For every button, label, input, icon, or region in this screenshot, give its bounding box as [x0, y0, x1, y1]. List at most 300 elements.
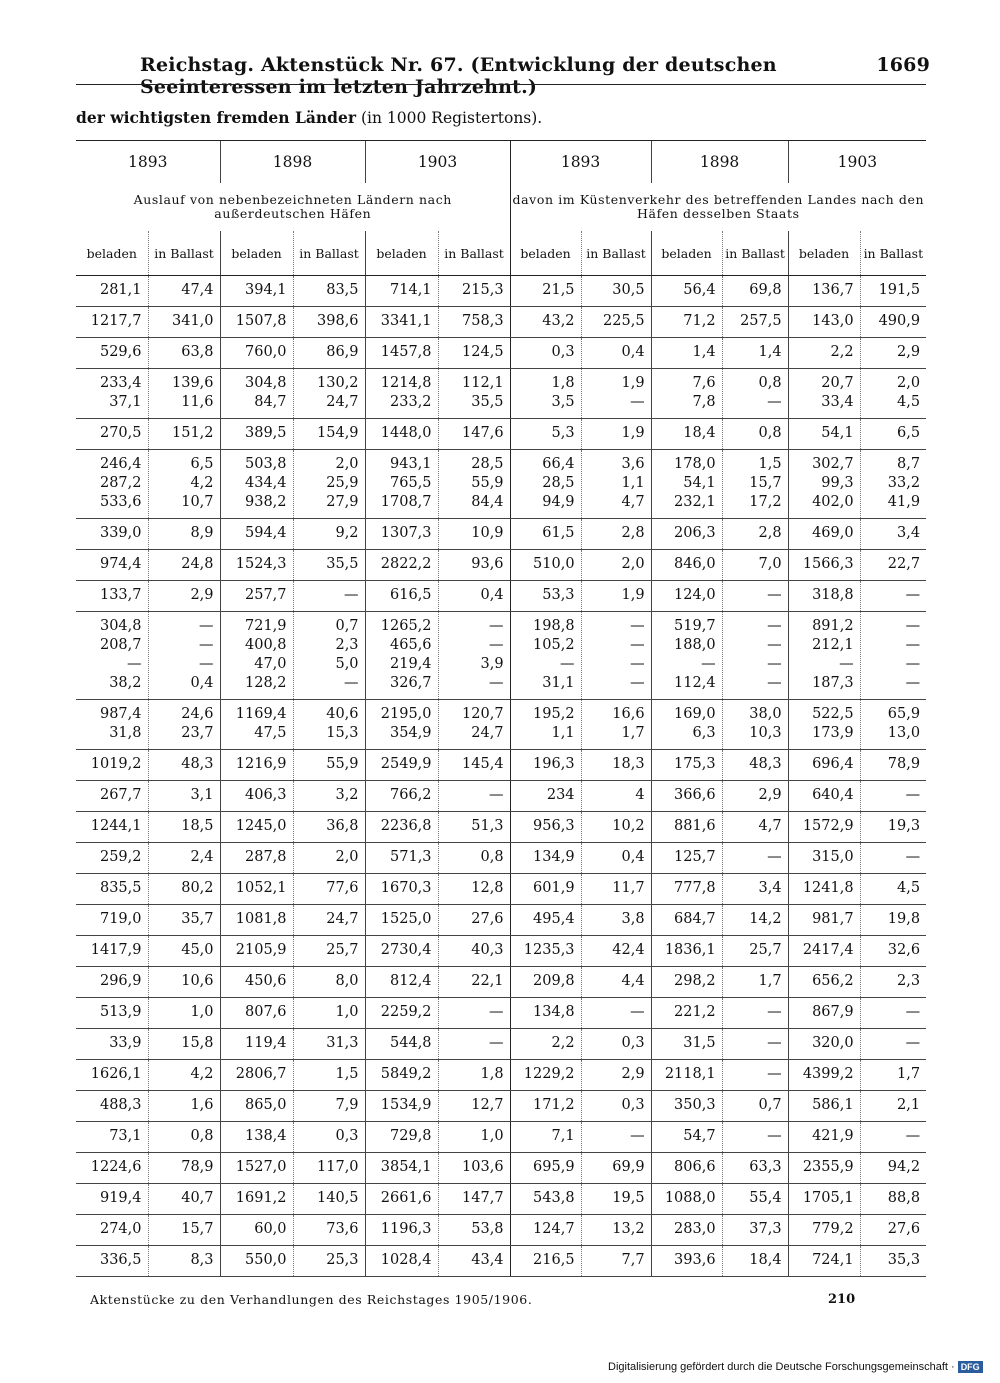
table-cell — [510, 781, 581, 812]
table-cell — [76, 276, 148, 307]
table-cell — [365, 450, 438, 519]
cell-value: 31,1 — [542, 675, 575, 691]
table-cell — [220, 1184, 293, 1215]
cell-value: 1216,9 — [235, 756, 287, 772]
cell-value: 3,6 — [621, 456, 645, 472]
table-cell — [510, 519, 581, 550]
cell-value: 3,9 — [480, 656, 504, 672]
cell-value: 1028,4 — [380, 1252, 432, 1268]
cell-value: 18,3 — [612, 756, 645, 772]
cell-value: 974,4 — [99, 556, 142, 572]
table-cell — [510, 419, 581, 450]
table-cell — [510, 1122, 581, 1153]
cell-value: 23,7 — [181, 725, 214, 741]
cell-value: 2105,9 — [235, 942, 287, 958]
cell-value: 522,5 — [812, 706, 854, 722]
table-cell — [148, 905, 220, 936]
cell-value: 22,1 — [471, 973, 504, 989]
table-cell — [788, 700, 860, 750]
cell-value: 24,7 — [326, 911, 359, 927]
table-cell — [148, 750, 220, 781]
cell-value: 533,6 — [99, 494, 142, 510]
cell-value: 69,9 — [612, 1159, 645, 1175]
cell-value: 54,7 — [683, 1128, 716, 1144]
cell-value: 304,8 — [245, 375, 287, 391]
table-cell — [860, 1184, 926, 1215]
data-row-group — [76, 967, 926, 998]
table-cell — [510, 1091, 581, 1122]
table-cell — [860, 812, 926, 843]
cell-value: — — [630, 675, 645, 691]
cell-value: 4,2 — [190, 475, 214, 491]
cell-value: 0,8 — [480, 849, 504, 865]
cell-value: — — [630, 656, 645, 672]
cell-value: 544,8 — [390, 1035, 432, 1051]
table-cell — [438, 519, 510, 550]
table-cell — [365, 967, 438, 998]
table-cell — [293, 1122, 365, 1153]
data-row-group — [76, 581, 926, 612]
table-cell — [148, 1060, 220, 1091]
cell-value: 1,1 — [551, 725, 575, 741]
cell-value: 318,8 — [812, 587, 854, 603]
cell-value: 3,5 — [551, 394, 575, 410]
cell-value: 495,4 — [533, 911, 575, 927]
table-cell — [220, 750, 293, 781]
table-row — [76, 450, 926, 519]
table-cell — [860, 1215, 926, 1246]
table-cell — [788, 612, 860, 700]
table-cell — [860, 1029, 926, 1060]
table-cell — [722, 419, 788, 450]
cell-value: 8,0 — [335, 973, 359, 989]
table-cell — [365, 1091, 438, 1122]
cell-value: 421,9 — [812, 1128, 854, 1144]
table-cell — [293, 812, 365, 843]
table-cell — [581, 1153, 651, 1184]
cell-value: 1235,3 — [523, 942, 575, 958]
data-row-group — [76, 750, 926, 781]
table-cell — [293, 450, 365, 519]
table-cell — [220, 998, 293, 1029]
cell-value: 221,2 — [674, 1004, 716, 1020]
table-cell — [365, 581, 438, 612]
table-cell — [651, 307, 722, 338]
table-cell — [76, 307, 148, 338]
cell-value: 8,3 — [190, 1252, 214, 1268]
cell-value: 835,5 — [99, 880, 142, 896]
cell-value: 594,4 — [245, 525, 287, 541]
subheader-cell: beladen — [76, 231, 148, 276]
cell-value: 320,0 — [812, 1035, 854, 1051]
cell-value: 257,7 — [245, 587, 287, 603]
table-cell — [365, 519, 438, 550]
table-cell — [722, 905, 788, 936]
cell-value: 73,1 — [109, 1128, 142, 1144]
cell-value: 2,9 — [897, 344, 921, 360]
cell-value: 7,0 — [758, 556, 782, 572]
table-row — [76, 550, 926, 581]
cell-value: 16,6 — [612, 706, 645, 722]
table-cell — [860, 905, 926, 936]
table-cell — [860, 1122, 926, 1153]
table-row — [76, 1246, 926, 1277]
cell-value: 0,8 — [190, 1128, 214, 1144]
cell-value: 43,4 — [471, 1252, 504, 1268]
table-cell — [722, 450, 788, 519]
table-cell — [788, 1122, 860, 1153]
cell-value: 94,9 — [542, 494, 575, 510]
data-row-group — [76, 812, 926, 843]
cell-value: 3,1 — [190, 787, 214, 803]
table-row — [76, 1091, 926, 1122]
table-cell — [76, 843, 148, 874]
table-cell — [860, 450, 926, 519]
table-cell — [581, 1246, 651, 1277]
table-cell — [438, 750, 510, 781]
cell-value: — — [767, 675, 782, 691]
cell-value: — — [199, 618, 214, 634]
cell-value: 219,4 — [390, 656, 432, 672]
dfg-logo-icon: DFG — [958, 1361, 983, 1373]
table-cell — [438, 1122, 510, 1153]
table-cell — [510, 276, 581, 307]
cell-value: 99,3 — [821, 475, 854, 491]
table-cell — [788, 307, 860, 338]
cell-value: 25,7 — [326, 942, 359, 958]
cell-value: 0,3 — [551, 344, 575, 360]
cell-value: 233,4 — [99, 375, 142, 391]
table-cell — [510, 369, 581, 419]
table-cell — [293, 519, 365, 550]
statistics-table — [76, 140, 926, 1277]
table-cell — [860, 419, 926, 450]
table-cell — [510, 700, 581, 750]
table-cell — [148, 612, 220, 700]
table-row — [76, 998, 926, 1029]
cell-value: 209,8 — [533, 973, 575, 989]
group-header-export: Auslauf von nebenbezeichneten Ländern nach außerdeutschen Häfen — [133, 192, 452, 221]
cell-value: 2,3 — [335, 637, 359, 653]
cell-value: 12,8 — [471, 880, 504, 896]
table-cell — [581, 369, 651, 419]
cell-value: 519,7 — [674, 618, 716, 634]
table-cell — [581, 700, 651, 750]
cell-value: 283,0 — [674, 1221, 716, 1237]
cell-value: — — [905, 587, 921, 603]
cell-value: 25,3 — [326, 1252, 359, 1268]
cell-value: 124,7 — [533, 1221, 575, 1237]
cell-value: 1,9 — [621, 425, 645, 441]
cell-value: 120,7 — [462, 706, 504, 722]
cell-value: 1241,8 — [802, 880, 854, 896]
table-cell — [510, 338, 581, 369]
table-cell — [438, 1184, 510, 1215]
cell-value: 61,5 — [542, 525, 575, 541]
cell-value: — — [905, 849, 921, 865]
cell-value: 25,7 — [749, 942, 782, 958]
table-cell — [148, 519, 220, 550]
cell-value: — — [905, 675, 921, 691]
cell-value: 1572,9 — [802, 818, 854, 834]
table-cell — [365, 1184, 438, 1215]
cell-value: 19,8 — [887, 911, 921, 927]
cell-value: — — [199, 656, 214, 672]
table-cell — [581, 450, 651, 519]
cell-value: 259,2 — [99, 849, 142, 865]
table-cell — [76, 1184, 148, 1215]
group-header-coastal: davon im Küstenverkehr des betreffenden Landes nach den Häfen desselben Staats — [510, 183, 926, 231]
year-header: 1898 — [651, 141, 788, 184]
table-cell — [148, 1029, 220, 1060]
cell-value: 402,0 — [812, 494, 854, 510]
table-cell — [76, 612, 148, 700]
cell-value: 175,3 — [674, 756, 716, 772]
cell-value: 31,5 — [683, 1035, 716, 1051]
cell-value: 93,6 — [471, 556, 504, 572]
cell-value: 30,5 — [612, 282, 645, 298]
cell-value: 40,3 — [471, 942, 504, 958]
cell-value: 469,0 — [812, 525, 854, 541]
table-cell — [788, 450, 860, 519]
digitization-text: Digitalisierung gefördert durch die Deutsche Forschungsgemeinschaft · — [608, 1361, 955, 1373]
cell-value: 103,6 — [462, 1159, 504, 1175]
cell-value: 4 — [635, 787, 645, 803]
cell-value: 128,2 — [245, 675, 287, 691]
table-cell — [365, 700, 438, 750]
table-row — [76, 967, 926, 998]
cell-value: 296,9 — [99, 973, 142, 989]
table-cell — [651, 581, 722, 612]
cell-value: 1626,1 — [90, 1066, 142, 1082]
cell-value: 0,7 — [335, 618, 359, 634]
table-row — [76, 750, 926, 781]
table-cell — [148, 1215, 220, 1246]
table-row — [76, 1122, 926, 1153]
table-cell — [293, 843, 365, 874]
cell-value: — — [905, 637, 921, 653]
table-row — [76, 781, 926, 812]
table-cell — [148, 936, 220, 967]
table-cell — [148, 550, 220, 581]
cell-value: 1417,9 — [90, 942, 142, 958]
table-cell — [788, 936, 860, 967]
table-cell — [510, 1215, 581, 1246]
cell-value: 807,6 — [245, 1004, 287, 1020]
cell-value: 35,5 — [471, 394, 504, 410]
cell-value: — — [905, 1004, 921, 1020]
data-row-group — [76, 519, 926, 550]
table-cell — [722, 874, 788, 905]
table-cell — [651, 1029, 722, 1060]
cell-value: — — [127, 656, 142, 672]
table-cell — [722, 612, 788, 700]
subheader-row — [76, 231, 926, 276]
cell-value: 2,9 — [190, 587, 214, 603]
cell-value: 1,5 — [335, 1066, 359, 1082]
table-cell — [220, 419, 293, 450]
cell-value: 139,6 — [172, 375, 214, 391]
table-cell — [651, 700, 722, 750]
data-row-group — [76, 700, 926, 750]
cell-value: 10,9 — [471, 525, 504, 541]
cell-value: 10,2 — [612, 818, 645, 834]
table-cell — [581, 750, 651, 781]
cell-value: 5,3 — [551, 425, 575, 441]
data-row-group — [76, 1060, 926, 1091]
table-cell — [651, 276, 722, 307]
cell-value: 2,0 — [335, 456, 359, 472]
cell-value: 24,7 — [326, 394, 359, 410]
cell-value: 938,2 — [245, 494, 287, 510]
cell-value: 15,7 — [749, 475, 782, 491]
table-cell — [438, 1246, 510, 1277]
cell-value: — — [767, 587, 782, 603]
cell-value: 1,8 — [551, 375, 575, 391]
cell-value: 1,7 — [621, 725, 645, 741]
table-cell — [293, 1060, 365, 1091]
cell-value: 719,0 — [99, 911, 142, 927]
table-cell — [365, 1029, 438, 1060]
cell-value: 7,6 — [692, 375, 716, 391]
cell-value: 1,9 — [621, 587, 645, 603]
cell-value: 47,0 — [254, 656, 287, 672]
table-row — [76, 581, 926, 612]
cell-value: 2,0 — [335, 849, 359, 865]
cell-value: 191,5 — [878, 282, 921, 298]
cell-value: 281,1 — [99, 282, 142, 298]
cell-value: 846,0 — [674, 556, 716, 572]
table-cell — [788, 550, 860, 581]
cell-value: 1525,0 — [380, 911, 432, 927]
cell-value: 138,4 — [245, 1128, 287, 1144]
cell-value: 18,4 — [749, 1252, 782, 1268]
cell-value: 765,5 — [390, 475, 432, 491]
cell-value: 341,0 — [172, 313, 214, 329]
table-cell — [722, 936, 788, 967]
cell-value: 2,4 — [190, 849, 214, 865]
cell-value: 154,9 — [317, 425, 359, 441]
cell-value: 124,5 — [462, 344, 504, 360]
table-cell — [76, 1153, 148, 1184]
cell-value: 208,7 — [99, 637, 142, 653]
cell-value: — — [489, 1035, 504, 1051]
cell-value: 48,3 — [181, 756, 214, 772]
cell-value: 394,1 — [245, 282, 287, 298]
cell-value: 173,9 — [812, 725, 854, 741]
table-row — [76, 843, 926, 874]
table-cell — [148, 1122, 220, 1153]
table-cell — [293, 338, 365, 369]
cell-value: 86,9 — [326, 344, 359, 360]
table-cell — [651, 1215, 722, 1246]
table-row — [76, 700, 926, 750]
cell-value: — — [767, 1128, 782, 1144]
cell-value: 2,2 — [551, 1035, 575, 1051]
table-cell — [510, 874, 581, 905]
table-cell — [220, 812, 293, 843]
table-cell — [76, 967, 148, 998]
cell-value: 112,1 — [462, 375, 504, 391]
cell-value: 140,5 — [317, 1190, 359, 1206]
table-cell — [365, 1246, 438, 1277]
table-cell — [581, 519, 651, 550]
table-cell — [76, 550, 148, 581]
table-cell — [365, 307, 438, 338]
table-cell — [76, 519, 148, 550]
table-cell — [148, 1246, 220, 1277]
cell-value: 257,5 — [740, 313, 782, 329]
cell-value: 1,7 — [758, 973, 782, 989]
cell-value: 134,9 — [533, 849, 575, 865]
cell-value: — — [905, 618, 921, 634]
table-cell — [293, 967, 365, 998]
cell-value: 28,5 — [542, 475, 575, 491]
table-cell — [365, 419, 438, 450]
cell-value: 434,4 — [245, 475, 287, 491]
table-cell — [76, 874, 148, 905]
table-cell — [220, 450, 293, 519]
cell-value: 450,6 — [245, 973, 287, 989]
cell-value: 14,2 — [749, 911, 782, 927]
cell-value: — — [199, 637, 214, 653]
cell-value: 35,7 — [181, 911, 214, 927]
cell-value: 145,4 — [462, 756, 504, 772]
table-cell — [365, 1122, 438, 1153]
cell-value: 78,9 — [887, 756, 921, 772]
cell-value: 302,7 — [812, 456, 854, 472]
cell-value: 287,2 — [99, 475, 142, 491]
table-cell — [581, 1184, 651, 1215]
cell-value: 13,2 — [612, 1221, 645, 1237]
cell-value: 812,4 — [390, 973, 432, 989]
cell-value: 4,7 — [758, 818, 782, 834]
table-cell — [860, 781, 926, 812]
table-cell — [860, 1246, 926, 1277]
cell-value: 529,6 — [99, 344, 142, 360]
cell-value: 7,9 — [335, 1097, 359, 1113]
table-cell — [438, 1215, 510, 1246]
table-cell — [510, 1029, 581, 1060]
table-cell — [438, 369, 510, 419]
table-cell — [76, 369, 148, 419]
header-rule — [76, 84, 926, 85]
table-cell — [722, 1029, 788, 1060]
cell-value: 1,0 — [480, 1128, 504, 1144]
table-cell — [220, 700, 293, 750]
cell-value: 36,8 — [326, 818, 359, 834]
cell-value: 766,2 — [390, 787, 432, 803]
cell-value: 232,1 — [674, 494, 716, 510]
cell-value: 865,0 — [245, 1097, 287, 1113]
cell-value: 777,8 — [674, 880, 716, 896]
cell-value: 133,7 — [99, 587, 142, 603]
cell-value: 270,5 — [99, 425, 142, 441]
cell-value: 729,8 — [390, 1128, 432, 1144]
table-row — [76, 369, 926, 419]
cell-value: 31,3 — [326, 1035, 359, 1051]
cell-value: 304,8 — [99, 618, 142, 634]
table-cell — [722, 1091, 788, 1122]
table-cell — [293, 550, 365, 581]
cell-value: 6,3 — [692, 725, 716, 741]
cell-value: 2,8 — [621, 525, 645, 541]
table-cell — [788, 781, 860, 812]
table-cell — [220, 1122, 293, 1153]
table-cell — [722, 812, 788, 843]
table-cell — [860, 307, 926, 338]
table-cell — [365, 750, 438, 781]
